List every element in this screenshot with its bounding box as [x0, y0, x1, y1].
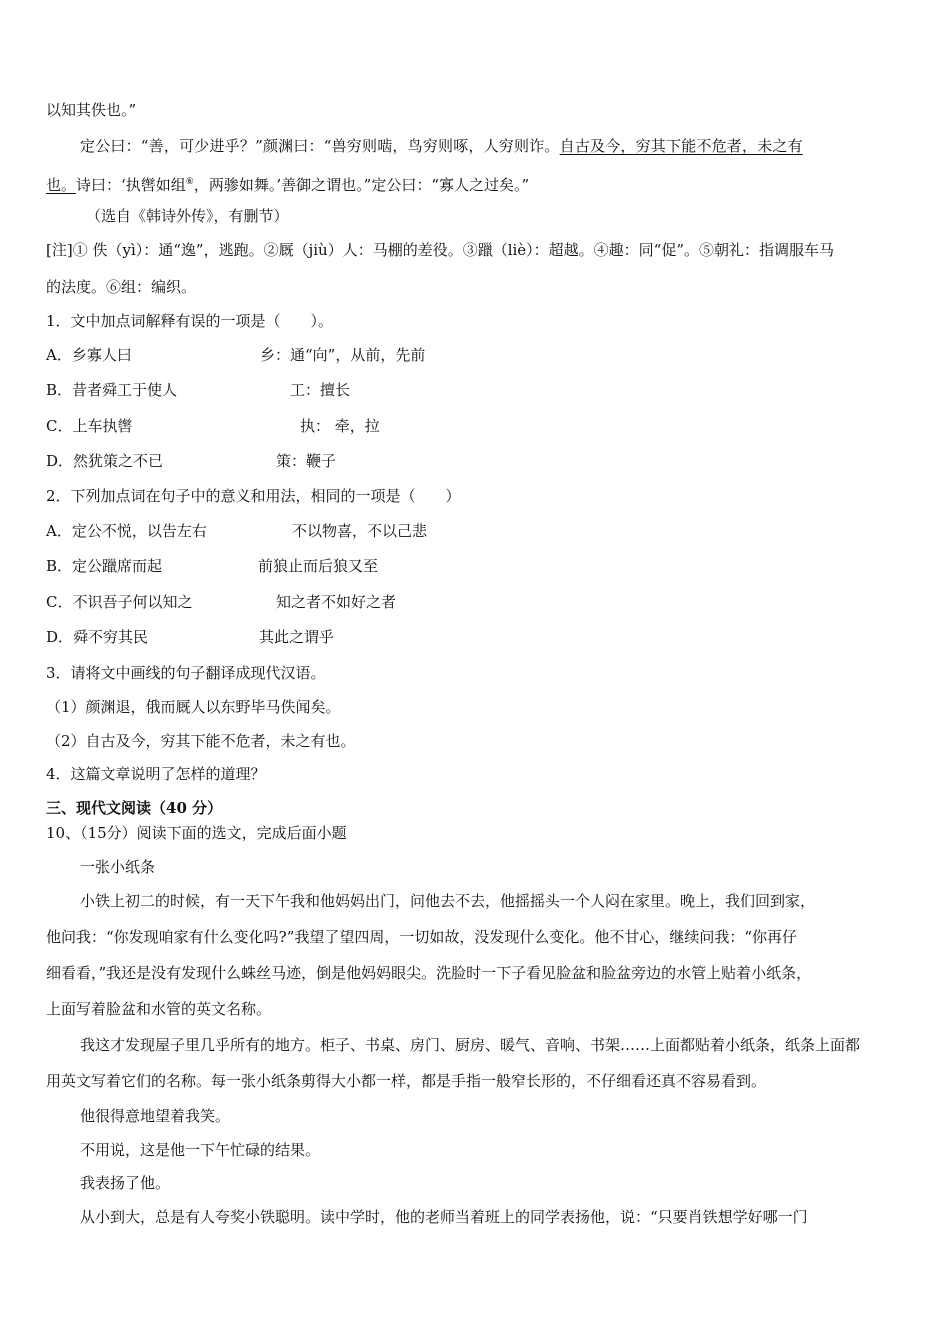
annotation-note: [注]① 佚（yì）：通“逸”，逃跑。②厩（jiù）人：马棚的差役。③躐（liè）：超越。④趣：同“促”。⑤朝礼：指调服车马 — [46, 241, 835, 259]
q2-option-c-def: 知之者不如好之者 — [276, 593, 397, 611]
q1-option-c: C．上车执辔 — [46, 417, 133, 435]
question-2-stem: 2．下列加点词在句子中的意义和用法，相同的一项是（ ） — [46, 487, 461, 505]
article-paragraph: 小铁上初二的时候，有一天下午我和他妈妈出门，问他去不去，他摇摇头一个人闷在家里。晚上，我们回到家， — [80, 892, 816, 910]
article-paragraph: 他问我：“你发现咱家有什么变化吗?”我望了望四周，一切如故，没发现什么变化。他不甘心，继续问我：“你再仔 — [46, 928, 798, 946]
q1-option-a-def: 乡：通“向”，从前，先前 — [260, 346, 426, 364]
q1-option-c-def: 执： 牵，拉 — [300, 417, 380, 435]
article-paragraph: 不用说，这是他一下午忙碌的结果。 — [80, 1141, 321, 1159]
article-paragraph: 上面写着脸盆和水管的英文名称。 — [46, 1000, 272, 1018]
question-3-stem: 3．请将文中画线的句子翻译成现代汉语。 — [46, 664, 326, 682]
q2-option-c: C．不识吾子何以知之 — [46, 593, 193, 611]
article-paragraph: 我这才发现屋子里几乎所有的地方。柜子、书桌、房门、厨房、暖气、音响、书架……上面都贴着小纸条，纸条上面都 — [80, 1036, 861, 1054]
underlined-sentence: 自古及今，穷其下能不危者，未之有 — [559, 137, 803, 155]
q1-option-d: D．然犹策之不已 — [46, 452, 164, 470]
article-paragraph: 他很得意地望着我笑。 — [80, 1107, 231, 1125]
passage-line: 也。诗曰：‘执辔如组⑥，两骖如舞。’善御之谓也。”定公曰：“寡人之过矣。” — [46, 176, 530, 194]
source-citation: （选自《韩诗外传》，有删节） — [86, 207, 289, 225]
article-paragraph: 细看看，”我还是没有发现什么蛛丝马迹，倒是他妈妈眼尖。洗脸时一下子看见脸盆和脸盆旁边的水管上贴着小纸条， — [46, 964, 812, 982]
question-1-stem: 1．文中加点词解释有误的一项是（ ）。 — [46, 312, 334, 330]
article-paragraph: 从小到大，总是有人夸奖小铁聪明。读中学时，他的老师当着班上的同学表扬他，说：“只要肖铁想学好哪一门 — [80, 1208, 808, 1226]
q2-option-a-def: 不以物喜，不以己悲 — [292, 522, 428, 540]
annotation-note: 的法度。⑥组：编织。 — [46, 278, 197, 296]
article-paragraph: 用英文写着它们的名称。每一张小纸条剪得大小都一样，都是手指一般窄长形的，不仔细看还真不容易看到。 — [46, 1072, 767, 1090]
q2-option-a: A．定公不悦，以告左右 — [46, 522, 207, 540]
q3-sentence-1: （1）颜渊退，俄而厩人以东野毕马佚闻矣。 — [46, 698, 341, 716]
q2-option-d-def: 其此之谓乎 — [259, 628, 335, 646]
article-paragraph: 我表扬了他。 — [80, 1174, 171, 1192]
q2-option-b-def: 前狼止而后狼又至 — [258, 557, 379, 575]
q1-option-b-def: 工：擅长 — [290, 381, 351, 399]
q2-option-b: B．定公躐席而起 — [46, 557, 163, 575]
q1-option-d-def: 策：鞭子 — [276, 452, 337, 470]
underlined-sentence: 也。 — [46, 176, 77, 194]
question-4-stem: 4．这篇文章说明了怎样的道理？ — [46, 765, 266, 783]
question-10-stem: 10、（15分）阅读下面的选文，完成后面小题 — [46, 824, 347, 842]
article-title: 一张小纸条 — [80, 858, 156, 876]
q2-option-d: D．舜不穷其民 — [46, 628, 149, 646]
passage-line: 定公曰：“善，可少进乎？”颜渊曰：“兽穷则啮，鸟穷则啄，人穷则诈。自古及今，穷其下能不危者，未之有 — [80, 137, 803, 155]
q1-option-b: B．昔者舜工于使人 — [46, 381, 178, 399]
section-heading: 三、现代文阅读（40 分） — [46, 799, 223, 817]
q3-sentence-2: （2）自古及今，穷其下能不危者，未之有也。 — [46, 732, 356, 750]
footnote-mark: ⑥ — [185, 177, 194, 187]
q1-option-a: A．乡寡人曰 — [46, 346, 132, 364]
passage-line: 以知其佚也。” — [46, 101, 137, 119]
